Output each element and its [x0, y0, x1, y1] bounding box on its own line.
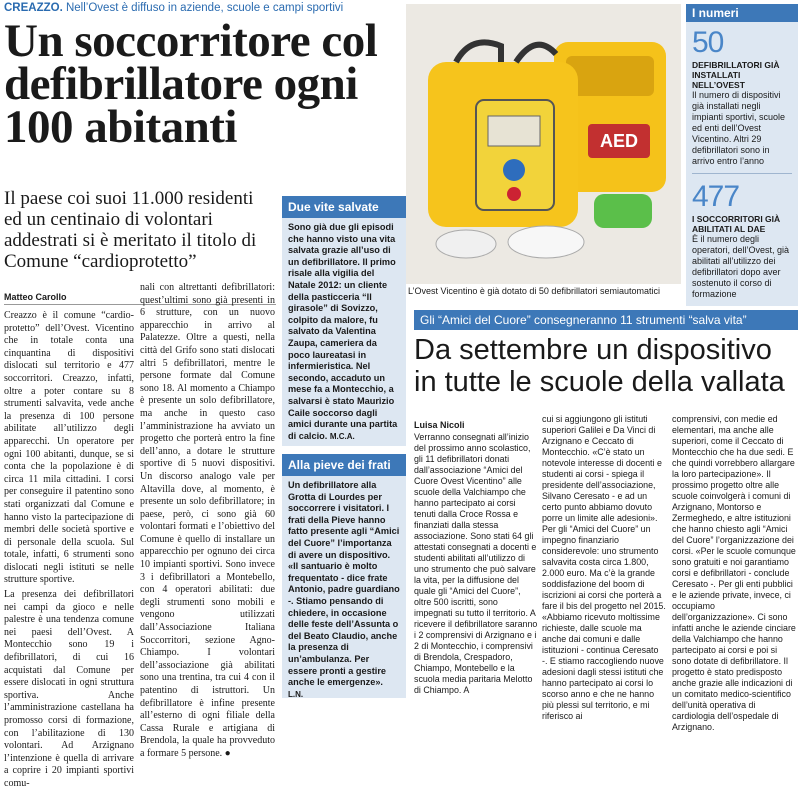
- stat-defibrillators-number: 50: [692, 26, 724, 59]
- headline: Un soccorritore col defibrillatore ogni 100 abitanti: [4, 15, 378, 153]
- box-1-body: Sono già due gli episodi che hanno visto una vita salvata grazie all’uso di un defibrillatore. Il primo risale alla vigilia del Natale 2012: un cliente della pasticceria “Il girasole” di Sovizzo, colpito da malore, fu salvato da Valentina Zaupa, cameriera da poco laureatasi in infermieristica. Nel secondo, accaduto un mese fa a Montecchio, a salvarsi è stato Maurizio Caile soccorso dagli amici durante una partita di calcio.: [288, 222, 398, 441]
- article-2-column-1: [414, 432, 538, 698]
- stat-defibrillators-text: Il numero di dispositivi già installati negli impianti sportivi, scuole ed enti dell’Ovest Vicentino. Altri 29 defibrillatori sono in arrivo entro l’anno: [692, 90, 786, 166]
- photo-caption: L’Ovest Vicentino è già dotato di 50 defibrillatori semiautomatici: [408, 286, 660, 296]
- stat-defibrillators-title: DEFIBRILLATORI GIÀ INSTALLATI NELL’OVEST: [692, 60, 780, 90]
- kicker: [4, 2, 343, 14]
- stat-rescuers-number: 477: [692, 180, 740, 213]
- article-2-column-3: [672, 414, 798, 732]
- stat-rescuers-text: È il numero degli operatori, dell’Ovest, già abilitati all’utilizzo dei defibrillatori dopo aver sostenuto il corso di formazione: [692, 234, 790, 299]
- numbers-header: I numeri: [686, 4, 798, 22]
- stat-rescuers-title: I SOCCORRITORI GIÀ ABILITATI AL DAE: [692, 214, 781, 234]
- article-column-1: [4, 310, 134, 789]
- sidebar-box-saved-lives: [282, 196, 406, 446]
- column-1b-text: La presenza dei defibrillatori nei campi da gioco e nelle palestre è una tendenza comune nei paesi dell’Ovest. A Montecchio sono 19 i defibrillatori, di cui 16 acquistati dal Comune per essere dislocati in ogni struttura sportiva. Anche l’amministrazione castellana ha promosso corsi di formazione, con l’abilitazione di 130 volontari. Ad Arzignano l’intenzione è quella di arrivare a coprire i 20 impianti sportivi comu-: [4, 589, 134, 789]
- subheadline: Il paese coi suoi 11.000 residenti ed un centinaio di volontari addestrati si è meritato il titolo di Comune “cardioprotetto”: [4, 188, 257, 272]
- article-2-text-3: comprensivi, con medie ed elementari, ma anche alle superiori, come il Ceccato di Montecchio che ha due sedi. E che quindi vorrebbero allargare la loro partecipazione». Il prossimo progetto oltre alle scuole coinvolgerà i comuni di Arzignano, Montorso e Zermeghedo, e altre istituzioni che hanno chiesto agli “Amici del Cuore” l’organizzazione dei corsi. «Per le scuole comunque sono gratuiti e noi garantiamo corsi e defibrillatori - conclude Ceresato -. Per gli enti pubblici e le aziende private, invece, ci occupiamo dell’organizzazione». Ci sono infatti anche le aziende cinciare della Valchiampo che hanno partecipato ai corsi e poi si sono dotate di defibrillatore. Il progetto è stato predisposto anche grazie alle indicazioni di un comitato medico-scientifico dell’unità operativa di cardiologia dell’ospedale di Arzignano.: [672, 414, 796, 732]
- column-2-text: nali con altrettanti defibrillatori: quest’ultimi sono già presenti in 6 strutture, con un nuovo apparecchio in arrivo al Palatezze. Oltre a questi, nella città del Grifo sono stati dislocati altri 5 defibrillatori, mentre le persone formate dal Comune sono 18. Al momento a Chiampo è presente un solo defibrillatore, ma anche in questo caso l’amministrazione ha avviato un progetto che porterà entro la fine dell’anno, a dotare le strutture sportive di 5 nuovi dispositivi. Un discorso analogo vale per Altavilla dove, al momento, è presente un solo defibrillatore; in paese, però, ci sono già 60 volontari formati e l’obiettivo del Comune è quello di installare un apparecchio per ognuno dei circa 10 impianti sportivi. Sono invece 3 i defibrillatori a Montebello, con 4 operatori abilitati: due degli strumenti sono mobili e vengono utilizzati dall’Associazione Italiana Soccorritori, sezione Agno-Chiampo. I volontari dell’associazione già abilitati sono una trentina, tra cui 4 con il patentino di istruttori. Un defibrillatore è infine presente all’esterno di ogni filiale della Cassa Rurale e artigiana di Brendola, la quale ha provveduto a formare 5 persone. ●: [140, 282, 275, 759]
- box-text: [282, 476, 406, 704]
- kicker-place: CREAZZO.: [4, 2, 63, 14]
- byline-right: Luisa Nicoli: [414, 420, 465, 430]
- sidebar-box-pieve: [282, 454, 406, 698]
- box-2-body: Un defibrillatore alla Grotta di Lourdes per soccorrere i visitatori. I frati della Pieve hanno fatto presente agli “Amici del Cuore” l’importanza di avere un dispositivo. «Il santuario è molto frequentato - dice frate Antonio, padre guardiano -. Stiamo pensando di chiedere, in occasione delle feste dell’Assunta o del Beato Claudio, anche la presenza di un’ambulanza. Per essere pronti a gestire anche le emergenze».: [288, 480, 400, 688]
- article-2-text-2: cui si aggiungono gli istituti superiori Galilei e Da Vinci di Arzignano e Ceccato di Montecchio. «C’è stato un notevole interesse di docenti e studenti ai corsi - spiega il presidente dell’associazione, Silvano Ceresato - e ad un certo punto abbiamo dovuto porre un limite alle adesioni». Per gli “Amici del Cuore” un impegno finanziario considerevole: uno strumento salvavita costa circa 1.800, 2.000 euro. Ma c’è la grande soddisfazione del boom di iscrizioni ai corsi che porterà a fare il bis del progetto nel 2015. «Abbiamo ricevuto moltissime richieste, dalle scuole ma anche dai comuni e dalle istituzioni - continua Ceresato -. E stiamo raccogliendo nuove adesioni dagli stessi istituti che hanno partecipato ai corsi lo scorso anno e che ne hanno più plessi sul territorio, e mi riferisco ai: [542, 414, 666, 721]
- box-text: [282, 218, 406, 446]
- numbers-sidebar: [686, 4, 798, 306]
- article-2-column-2: [542, 414, 666, 721]
- box-title: Alla pieve dei frati: [282, 454, 406, 476]
- kicker-text: Nell’Ovest è diffuso in aziende, scuole e campi sportivi: [65, 2, 344, 14]
- article-2-headline: Da settembre un dispositivo in tutte le scuole della vallata: [414, 334, 785, 398]
- box-1-signature: M.C.A.: [329, 431, 355, 441]
- byline-left: Matteo Carollo: [4, 292, 67, 302]
- article-2-strap: Gli “Amici del Cuore” consegneranno 11 strumenti “salva vita”: [414, 310, 798, 330]
- divider: [692, 173, 792, 174]
- box-title: Due vite salvate: [282, 196, 406, 218]
- article-column-2: [140, 282, 275, 759]
- box-2-signature: L.N.: [288, 689, 304, 699]
- column-1-text: Creazzo è il comune “cardio-protetto” dell’Ovest. Vicentino che in totale conta una cinquantina di dispositivi dislocati sul territorio e 477 soccorritori. Creazzo, infatti, oltre a poter contare su 8 strumenti salvavita, vede anche la presenza di 100 persone abilitate all’utilizzo degli apparecchi. Un operatore per ogni 100 abitanti, dunque, se si conta che la popolazione è di circa 11 mila cittadini. I corsi per conseguire il patentino sono stati organizzati dal Comune e hanno visto la partecipazione di membri delle società sportive e di personale della scuola. Sul totale, infatti, 6 strumenti sono dislocati negli istituti se nelle strutture sportive.: [4, 310, 134, 586]
- article-2-text-1: Verranno consegnati all’inizio del prossimo anno scolastico, gli 11 defibrillatori donati dall’associazione “Amici del Cuore Ovest Vicentino” alle scuole della Valchiampo che hanno partecipato ai corsi tenuti dalla Croce Rossa e finanziati dalla stessa associazione. Sono stati 64 gli attestati consegnati a docenti e studenti abilitati all’utilizzo di uno strumento che può salvare la vita, per la diffusione del quale gli “Amici del Cuore”, oltre 500 iscritti, sono impegnati su tutto il territorio. A ricevere il defibrillatore saranno i 2 comprensivi di Arzignano e i 2 di Montecchio, i comprensivi di Brendola, Crespadoro, Chiampo, Montebello e la scuola media paritaria Melotto di Chiampo. A: [414, 432, 538, 695]
- svg-text:AED: AED: [599, 131, 639, 151]
- defibrillator-bags-image: [406, 4, 681, 284]
- photo-defibrillators: [406, 4, 681, 284]
